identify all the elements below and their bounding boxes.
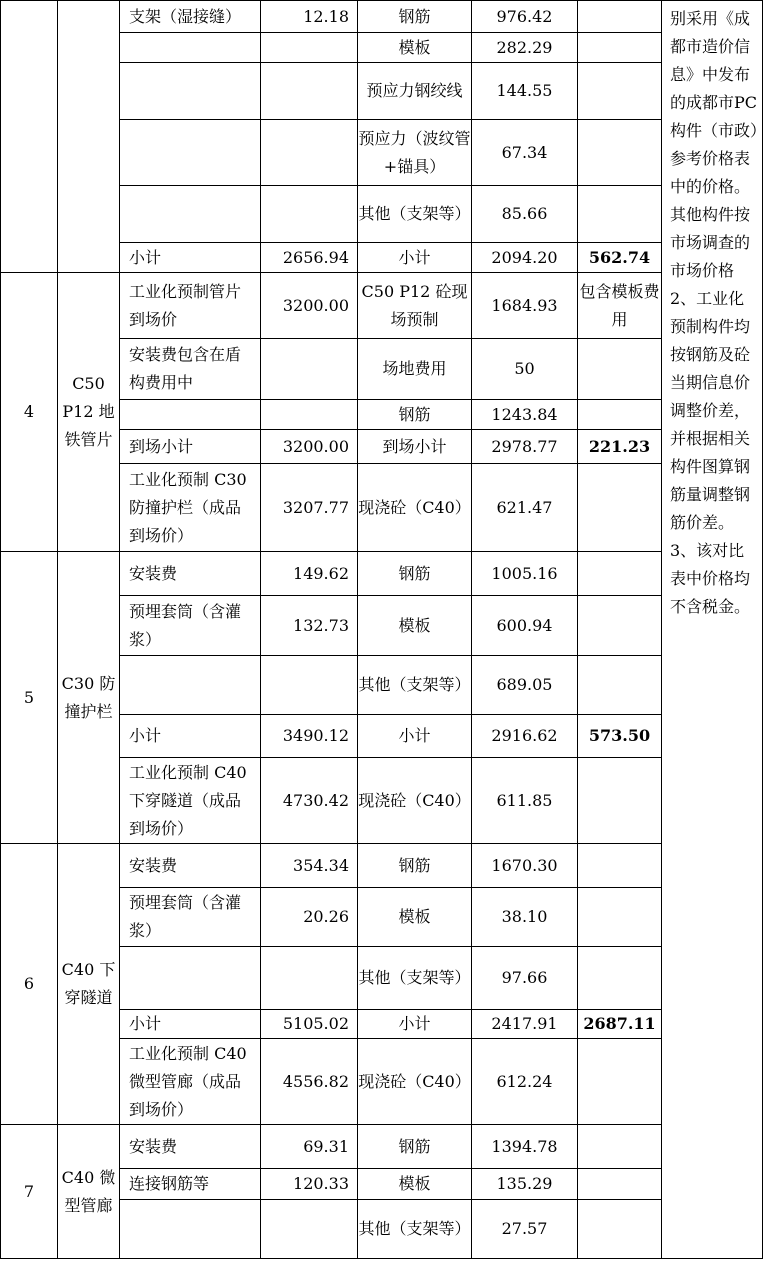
prefab-value-cell <box>261 656 358 715</box>
cast-value-cell: 2094.20 <box>472 243 578 273</box>
prefab-item-cell: 安装费 <box>120 552 261 596</box>
row-number-cell <box>1 1 58 273</box>
prefab-item-cell <box>120 656 261 715</box>
difference-cell <box>578 1125 662 1169</box>
difference-cell: 221.23 <box>578 430 662 464</box>
prefab-value-cell: 132.73 <box>261 596 358 656</box>
component-name-cell <box>58 1 120 273</box>
cast-item-cell: 模板 <box>358 596 472 656</box>
difference-cell <box>578 120 662 186</box>
cast-item-cell: 小计 <box>358 243 472 273</box>
prefab-item-cell: 小计 <box>120 1010 261 1039</box>
difference-cell <box>578 33 662 63</box>
cast-value-cell: 689.05 <box>472 656 578 715</box>
difference-cell <box>578 464 662 552</box>
prefab-value-cell: 12.18 <box>261 1 358 33</box>
cast-value-cell: 38.10 <box>472 888 578 947</box>
prefab-item-cell: 工业化预制 C40 下穿隧道（成品到场价） <box>120 758 261 844</box>
cast-value-cell: 2417.91 <box>472 1010 578 1039</box>
difference-cell <box>578 596 662 656</box>
prefab-value-cell <box>261 33 358 63</box>
cast-item-cell: 其他（支架等） <box>358 186 472 243</box>
prefab-value-cell: 3200.00 <box>261 273 358 339</box>
component-name-cell: C40 下穿隧道 <box>58 844 120 1125</box>
difference-cell <box>578 400 662 430</box>
component-name-cell: C40 微型管廊 <box>58 1125 120 1259</box>
cast-value-cell: 621.47 <box>472 464 578 552</box>
cast-item-cell: 其他（支架等） <box>358 656 472 715</box>
cast-item-cell: 场地费用 <box>358 339 472 400</box>
table-row <box>1 273 763 339</box>
cast-item-cell: 钢筋 <box>358 1 472 33</box>
cast-value-cell: 1005.16 <box>472 552 578 596</box>
prefab-item-cell: 支架（湿接缝） <box>120 1 261 33</box>
cast-item-cell: 其他（支架等） <box>358 1200 472 1259</box>
cast-item-cell: 钢筋 <box>358 844 472 888</box>
prefab-item-cell: 预埋套筒（含灌浆） <box>120 596 261 656</box>
cast-value-cell: 85.66 <box>472 186 578 243</box>
cast-value-cell: 1243.84 <box>472 400 578 430</box>
difference-cell: 562.74 <box>578 243 662 273</box>
difference-cell <box>578 339 662 400</box>
prefab-value-cell <box>261 1200 358 1259</box>
prefab-value-cell: 3200.00 <box>261 430 358 464</box>
cast-value-cell: 612.24 <box>472 1039 578 1125</box>
prefab-item-cell <box>120 186 261 243</box>
prefab-value-cell: 4730.42 <box>261 758 358 844</box>
prefab-value-cell: 354.34 <box>261 844 358 888</box>
cast-item-cell: 模板 <box>358 33 472 63</box>
difference-cell <box>578 1039 662 1125</box>
cast-item-cell: 模板 <box>358 888 472 947</box>
component-name-cell: C30 防撞护栏 <box>58 552 120 844</box>
cast-item-cell: 模板 <box>358 1169 472 1200</box>
difference-cell <box>578 552 662 596</box>
cast-item-cell: 钢筋 <box>358 552 472 596</box>
row-number-cell: 5 <box>1 552 58 844</box>
cast-item-cell: 到场小计 <box>358 430 472 464</box>
difference-cell: 包含模板费用 <box>578 273 662 339</box>
prefab-item-cell: 小计 <box>120 715 261 758</box>
prefab-value-cell <box>261 120 358 186</box>
cast-value-cell: 2916.62 <box>472 715 578 758</box>
prefab-value-cell: 3207.77 <box>261 464 358 552</box>
prefab-item-cell: 工业化预制 C30 防撞护栏（成品到场价） <box>120 464 261 552</box>
cast-value-cell: 611.85 <box>472 758 578 844</box>
difference-cell: 2687.11 <box>578 1010 662 1039</box>
cast-value-cell: 144.55 <box>472 63 578 120</box>
cast-item-cell: 预应力钢绞线 <box>358 63 472 120</box>
difference-cell <box>578 186 662 243</box>
cast-item-cell: 现浇砼（C40） <box>358 464 472 552</box>
prefab-item-cell <box>120 33 261 63</box>
prefab-item-cell: 安装费包含在盾构费用中 <box>120 339 261 400</box>
prefab-item-cell <box>120 400 261 430</box>
prefab-value-cell: 120.33 <box>261 1169 358 1200</box>
cast-value-cell: 600.94 <box>472 596 578 656</box>
prefab-value-cell: 3490.12 <box>261 715 358 758</box>
cast-value-cell: 1394.78 <box>472 1125 578 1169</box>
prefab-item-cell <box>120 120 261 186</box>
table-row <box>1 1125 763 1169</box>
prefab-item-cell: 工业化预制管片到场价 <box>120 273 261 339</box>
cast-value-cell: 282.29 <box>472 33 578 63</box>
prefab-item-cell: 工业化预制 C40 微型管廊（成品到场价） <box>120 1039 261 1125</box>
cast-item-cell: C50 P12 砼现场预制 <box>358 273 472 339</box>
prefab-value-cell: 2656.94 <box>261 243 358 273</box>
table-row <box>1 1 763 33</box>
prefab-value-cell <box>261 400 358 430</box>
cast-item-cell: 小计 <box>358 1010 472 1039</box>
prefab-item-cell <box>120 63 261 120</box>
prefab-value-cell <box>261 339 358 400</box>
difference-cell <box>578 947 662 1010</box>
prefab-value-cell <box>261 63 358 120</box>
difference-cell <box>578 1169 662 1200</box>
prefab-item-cell: 到场小计 <box>120 430 261 464</box>
table-row <box>1 552 763 596</box>
difference-cell <box>578 656 662 715</box>
prefab-value-cell: 5105.02 <box>261 1010 358 1039</box>
prefab-value-cell: 69.31 <box>261 1125 358 1169</box>
cast-value-cell: 50 <box>472 339 578 400</box>
prefab-value-cell: 4556.82 <box>261 1039 358 1125</box>
cast-item-cell: 其他（支架等） <box>358 947 472 1010</box>
cast-item-cell: 钢筋 <box>358 1125 472 1169</box>
cast-item-cell: 小计 <box>358 715 472 758</box>
prefab-item-cell <box>120 1200 261 1259</box>
row-number-cell: 4 <box>1 273 58 552</box>
difference-cell <box>578 63 662 120</box>
remark-cell <box>662 1 763 1259</box>
cast-item-cell: 现浇砼（C40） <box>358 758 472 844</box>
cast-item-cell: 预应力（波纹管+锚具） <box>358 120 472 186</box>
cast-value-cell: 67.34 <box>472 120 578 186</box>
difference-cell <box>578 844 662 888</box>
prefab-value-cell: 20.26 <box>261 888 358 947</box>
cast-value-cell: 2978.77 <box>472 430 578 464</box>
difference-cell <box>578 1 662 33</box>
component-name-cell: C50 P12 地铁管片 <box>58 273 120 552</box>
difference-cell: 573.50 <box>578 715 662 758</box>
cast-item-cell: 钢筋 <box>358 400 472 430</box>
cast-item-cell: 现浇砼（C40） <box>358 1039 472 1125</box>
table-row <box>1 844 763 888</box>
prefab-item-cell: 小计 <box>120 243 261 273</box>
cast-value-cell: 27.57 <box>472 1200 578 1259</box>
cast-value-cell: 1670.30 <box>472 844 578 888</box>
prefab-value-cell <box>261 186 358 243</box>
prefab-item-cell: 连接钢筋等 <box>120 1169 261 1200</box>
cast-value-cell: 976.42 <box>472 1 578 33</box>
cast-value-cell: 97.66 <box>472 947 578 1010</box>
row-number-cell: 7 <box>1 1125 58 1259</box>
prefab-item-cell: 预埋套筒（含灌浆） <box>120 888 261 947</box>
row-number-cell: 6 <box>1 844 58 1125</box>
difference-cell <box>578 758 662 844</box>
prefab-item-cell: 安装费 <box>120 1125 261 1169</box>
prefab-item-cell: 安装费 <box>120 844 261 888</box>
difference-cell <box>578 888 662 947</box>
remark-text: 别采用《成都市造价信息》中发布的成都市PC构件（市政）参考价格表中的价格。其他构件按市场调查的市场价格 2、工业化预制构件均按钢筋及砼当期信息价调整价差，并根据相关构件图算钢筋量调整钢筋价差。3、该对比表中价格均不含税金。 <box>670 9 759 616</box>
prefab-value-cell <box>261 947 358 1010</box>
cast-value-cell: 135.29 <box>472 1169 578 1200</box>
prefab-value-cell: 149.62 <box>261 552 358 596</box>
prefab-item-cell <box>120 947 261 1010</box>
cast-value-cell: 1684.93 <box>472 273 578 339</box>
difference-cell <box>578 1200 662 1259</box>
